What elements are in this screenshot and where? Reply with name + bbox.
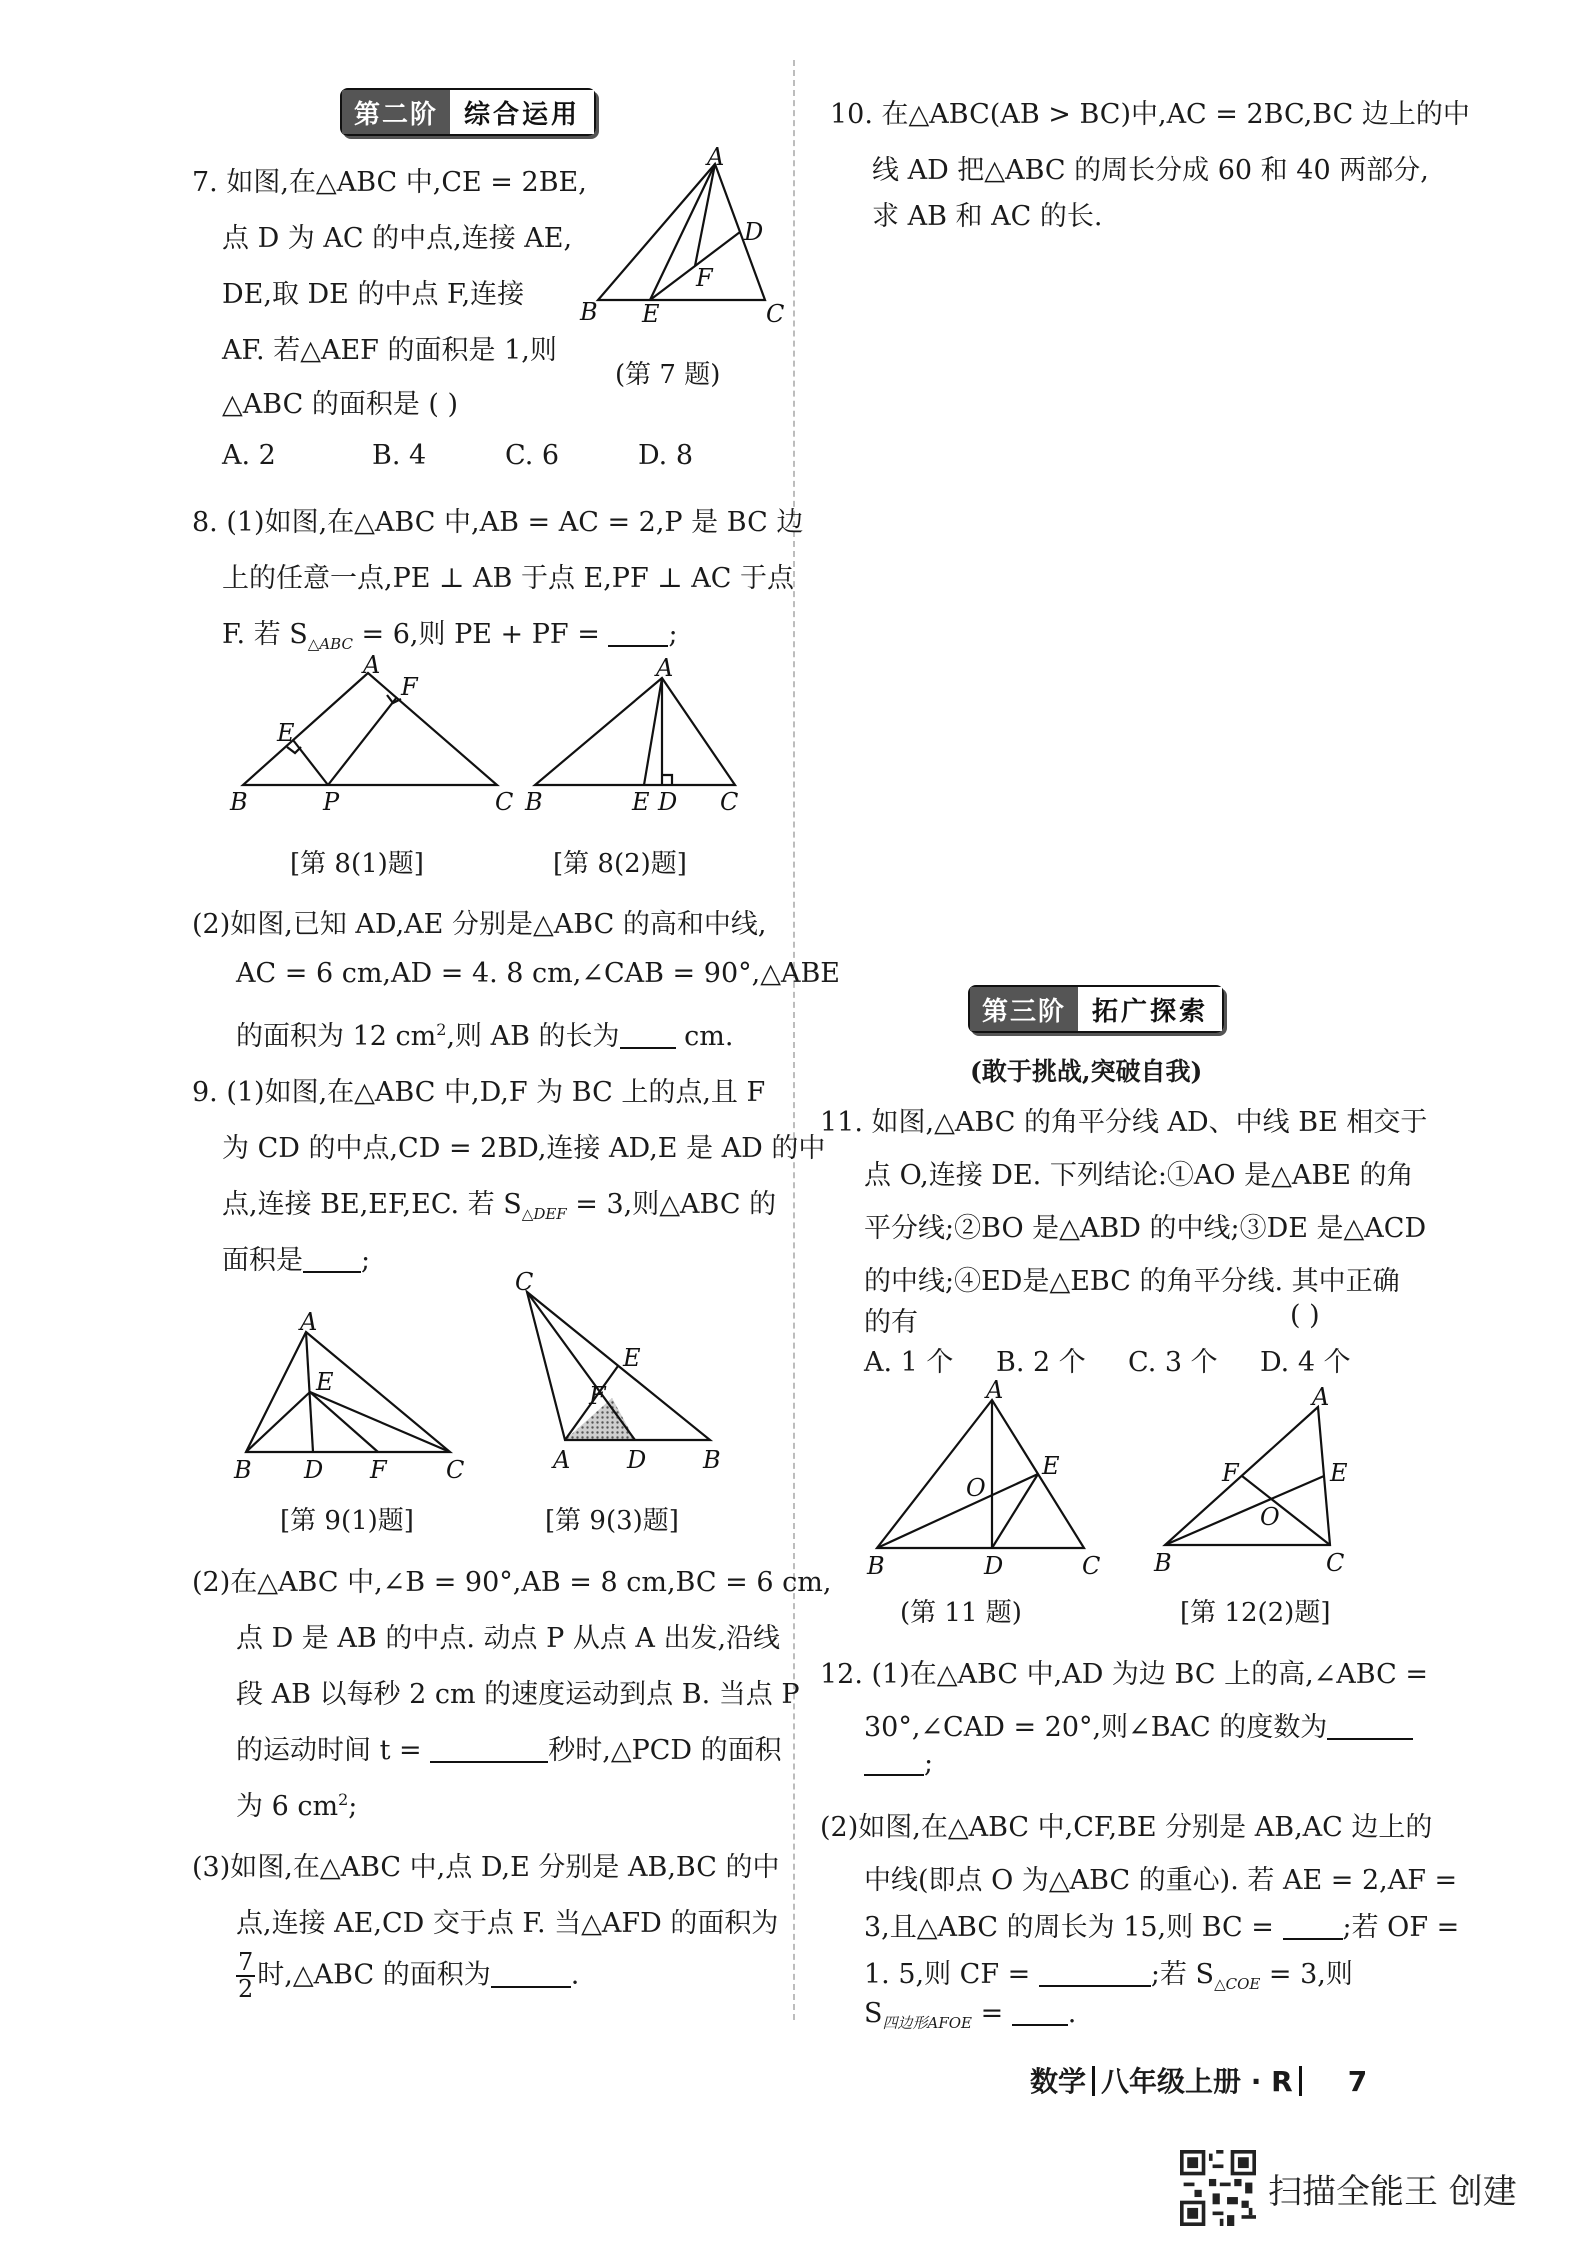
q12-bc-blank[interactable] xyxy=(1283,1916,1343,1940)
q8-2-figure xyxy=(520,654,750,820)
section-level: 第二阶 xyxy=(342,90,450,134)
watermark-text: 扫描全能王 创建 xyxy=(1268,2171,1517,2212)
q12-label-o: O xyxy=(1260,1503,1280,1531)
q12-label-c: C xyxy=(1326,1549,1345,1577)
q8-1-label-e: E xyxy=(277,719,295,747)
q8-1-label-a: A xyxy=(363,651,381,679)
q9-2-line-5-text: 为 6 cm xyxy=(236,1791,339,1822)
q8-2-label-a: A xyxy=(656,654,674,682)
q10-line-2: 线 AD 把△ABC 的周长分成 60 和 40 两部分, xyxy=(872,155,1429,186)
q7-label-c: C xyxy=(766,300,785,328)
q8-2-label-c: C xyxy=(720,788,739,816)
q9-2-answer-blank[interactable] xyxy=(430,1739,548,1763)
section-level: 第三阶 xyxy=(970,987,1078,1031)
q9-2-line-5-sup: 2 xyxy=(338,1790,349,1809)
q8-2-label-e: E xyxy=(632,788,650,816)
column-divider xyxy=(793,60,795,2020)
q12-cf-blank[interactable] xyxy=(1039,1963,1151,1987)
q12-1-answer-blank-cont[interactable] xyxy=(864,1752,924,1776)
q12-2-line-4-tail: = 3,则 xyxy=(1260,1959,1353,1990)
q9-line-4 xyxy=(222,1238,370,1277)
q8-line-1: 8. (1)如图,在△ABC 中,AB = AC = 2,P 是 BC 边 xyxy=(192,507,804,538)
q12-line-1: 12. (1)在△ABC 中,AD 为边 BC 上的高,∠ABC = xyxy=(820,1659,1429,1690)
q12-2-line-3 xyxy=(864,1905,1459,1944)
q11-label-c: C xyxy=(1082,1552,1101,1580)
q9-3-line-3-text: 时,△ABC 的面积为 xyxy=(257,1959,491,1991)
q12-2-line-5-end: . xyxy=(1067,1998,1077,2029)
q8-line-3-text: F. 若 S xyxy=(222,619,308,650)
q12-2-caption: [第 12(2)题] xyxy=(1180,1598,1331,1628)
q8-2-caption: [第 8(2)题] xyxy=(553,849,687,879)
q7-label-f: F xyxy=(696,264,713,292)
q9-2-line-5-end: ; xyxy=(348,1791,358,1822)
q9-line-3-text: 点,连接 BE,EF,EC. 若 S xyxy=(222,1189,522,1220)
q9-line-3 xyxy=(222,1182,776,1223)
page-footer xyxy=(1030,2060,1367,2100)
q12-2-line-5 xyxy=(864,1998,1076,2033)
q11-label-a: A xyxy=(986,1376,1004,1404)
q8-1-label-f: F xyxy=(401,673,418,701)
q9-3-caption: [第 9(3)题] xyxy=(545,1506,679,1536)
q8-2-line-3-end: cm. xyxy=(675,1021,734,1052)
footer-subject: 数学 xyxy=(1030,2065,1087,2098)
q9-2-line-5 xyxy=(236,1784,357,1823)
q9-3-answer-blank[interactable] xyxy=(491,1964,571,1988)
q7-label-a: A xyxy=(707,143,725,171)
q12-line-3 xyxy=(864,1748,933,1779)
q8-1-label-p: P xyxy=(323,788,340,816)
q12-2-figure xyxy=(1150,1385,1380,1585)
scanner-watermark xyxy=(1180,2150,1517,2226)
q11-line-3: 平分线;②BO 是△ABD 的中线;③DE 是△ACD xyxy=(864,1213,1427,1244)
q7-line-3: DE,取 DE 的中点 F,连接 xyxy=(222,279,525,310)
q9-2-line-4-text: 的运动时间 t = xyxy=(236,1735,431,1766)
q9-1-label-b: B xyxy=(234,1456,252,1484)
section-name: 综合运用 xyxy=(450,90,594,134)
q7-figure xyxy=(580,143,790,350)
section-header-2 xyxy=(340,88,596,136)
q12-2-line-5-text: S xyxy=(864,1998,883,2029)
q12-1-answer-blank[interactable] xyxy=(1327,1716,1413,1740)
q12-2-line-4-text: 1. 5,则 CF = xyxy=(864,1959,1039,1990)
section-header-3 xyxy=(968,985,1224,1033)
q9-1-label-a: A xyxy=(300,1308,318,1336)
q12-2-line-4-sub: △COE xyxy=(1214,1975,1261,1993)
q12-2-line-4 xyxy=(864,1952,1353,1993)
q9-3-label-b: B xyxy=(703,1446,721,1474)
q9-line-2: 为 CD 的中点,CD = 2BD,连接 AD,E 是 AD 的中 xyxy=(222,1133,826,1164)
q7-option-a[interactable]: A. 2 xyxy=(222,440,276,471)
q9-3-fraction-den: 2 xyxy=(238,1975,254,2004)
q9-3-figure xyxy=(505,1270,735,1485)
q7-line-1: 7. 如图,在△ABC 中,CE = 2BE, xyxy=(192,167,587,198)
q9-1-label-e: E xyxy=(316,1368,334,1396)
q11-label-d: D xyxy=(984,1552,1004,1580)
q11-option-c[interactable]: C. 3 个 xyxy=(1128,1347,1218,1378)
q11-label-b: B xyxy=(867,1552,885,1580)
q9-1-label-f: F xyxy=(370,1456,387,1484)
q7-option-b[interactable]: B. 4 xyxy=(372,440,427,471)
q12-label-f: F xyxy=(1222,1459,1239,1487)
q12-2-line-3-tail: ;若 OF = xyxy=(1342,1912,1460,1943)
q11-line-5: 的有 xyxy=(864,1307,918,1338)
q11-option-a[interactable]: A. 1 个 xyxy=(864,1347,954,1378)
q7-label-b: B xyxy=(580,298,598,326)
q8-2-line-3-text: 的面积为 12 cm xyxy=(236,1021,437,1052)
q9-2-line-3: 段 AB 以每秒 2 cm 的速度运动到点 B. 当点 P xyxy=(236,1679,800,1710)
q12-2-line-5-sub: 四边形AFOE xyxy=(882,2014,972,2032)
q9-3-label-d: D xyxy=(627,1446,647,1474)
q9-line-4-end: ; xyxy=(361,1245,371,1276)
q12-line-2 xyxy=(864,1705,1413,1744)
footer-divider-2 xyxy=(1299,2066,1302,2096)
q12-label-a: A xyxy=(1312,1383,1330,1411)
q9-3-line-1: (3)如图,在△ABC 中,点 D,E 分别是 AB,BC 的中 xyxy=(192,1852,780,1883)
q9-3-label-e: E xyxy=(623,1344,641,1372)
q7-label-d: D xyxy=(744,218,764,246)
q12-label-b: B xyxy=(1154,1549,1172,1577)
q7-line-2: 点 D 为 AC 的中点,连接 AE, xyxy=(222,223,573,254)
q8-1-label-c: C xyxy=(495,788,514,816)
q9-3-fraction xyxy=(236,1950,255,2002)
q8-line-2: 上的任意一点,PE ⊥ AB 于点 E,PF ⊥ AC 于点 xyxy=(222,563,795,594)
q9-line-4-text: 面积是 xyxy=(222,1245,303,1276)
q11-line-2: 点 O,连接 DE. 下列结论:①AO 是△ABE 的角 xyxy=(864,1160,1414,1191)
q11-option-d[interactable]: D. 4 个 xyxy=(1260,1347,1351,1378)
q12-label-e: E xyxy=(1330,1459,1348,1487)
q8-line-3-sub: △ABC xyxy=(307,635,353,653)
q12-2-line-3-text: 3,且△ABC 的周长为 15,则 BC = xyxy=(864,1912,1283,1943)
q9-line-3-tail: = 3,则△ABC 的 xyxy=(566,1189,777,1220)
q9-2-line-2: 点 D 是 AB 的中点. 动点 P 从点 A 出发,沿线 xyxy=(236,1623,781,1654)
q8-2-line-2: AC = 6 cm,AD = 4. 8 cm,∠CAB = 90°,△ABE xyxy=(236,958,841,989)
q11-label-o: O xyxy=(966,1474,986,1502)
q8-line-3-tail: = 6,则 PE + PF = xyxy=(352,619,609,650)
q8-2-label-b: B xyxy=(525,788,543,816)
q12-area-blank[interactable] xyxy=(1012,2002,1068,2026)
q8-1-label-b: B xyxy=(230,788,248,816)
q10-line-3: 求 AB 和 AC 的长. xyxy=(872,201,1103,232)
q7-option-c[interactable]: C. 6 xyxy=(505,440,560,471)
q12-line-2-text: 30°,∠CAD = 20°,则∠BAC 的度数为 xyxy=(864,1712,1328,1743)
q9-1-figure xyxy=(228,1310,468,1485)
q12-2-line-2: 中线(即点 O 为△ABC 的重心). 若 AE = 2,AF = xyxy=(864,1865,1458,1896)
q8-2-answer-blank[interactable] xyxy=(620,1025,676,1049)
q11-figure xyxy=(862,1376,1101,1588)
q9-2-line-4-tail: 秒时,△PCD 的面积 xyxy=(548,1735,782,1766)
q10-line-1: 10. 在△ABC(AB > BC)中,AC = 2BC,BC 边上的中 xyxy=(830,99,1470,130)
q7-label-e: E xyxy=(642,300,660,328)
q8-1-figure xyxy=(225,651,525,820)
q8-line-3-end: ; xyxy=(668,619,678,650)
q12-2-line-4-mid: ;若 S xyxy=(1150,1959,1215,1990)
q8-1-caption: [第 8(1)题] xyxy=(290,849,424,879)
q8-2-line-3-tail: ,则 AB 的长为 xyxy=(446,1021,620,1052)
q9-line-1: 9. (1)如图,在△ABC 中,D,F 为 BC 上的点,且 F xyxy=(192,1077,766,1108)
q9-3-line-2: 点,连接 AE,CD 交于点 F. 当△AFD 的面积为 xyxy=(236,1908,779,1939)
q11-answer-paren[interactable]: ( ) xyxy=(1290,1300,1320,1331)
q9-1-caption: [第 9(1)题] xyxy=(280,1506,414,1536)
q9-answer-blank[interactable] xyxy=(303,1249,361,1273)
q8-2-label-d: D xyxy=(658,788,678,816)
q8-answer-blank[interactable] xyxy=(608,623,668,647)
q12-2-line-1: (2)如图,在△ABC 中,CF,BE 分别是 AB,AC 边上的 xyxy=(820,1812,1433,1843)
q7-option-d[interactable]: D. 8 xyxy=(638,440,694,471)
section3-subtitle: (敢于挑战,突破自我) xyxy=(970,1057,1203,1086)
footer-divider xyxy=(1092,2066,1095,2096)
q12-line-3-text: ; xyxy=(924,1748,934,1779)
q9-3-line-3-end: . xyxy=(570,1959,580,1991)
q8-2-line-3 xyxy=(236,1014,733,1053)
qr-code-icon xyxy=(1180,2150,1256,2226)
q11-caption: (第 11 题) xyxy=(900,1598,1022,1628)
q8-line-3 xyxy=(222,612,678,653)
page-number: 7 xyxy=(1347,2065,1368,2098)
q9-line-3-sub: △DEF xyxy=(521,1205,567,1223)
q7-line-4: AF. 若△AEF 的面积是 1,则 xyxy=(222,335,557,366)
q9-2-line-1: (2)在△ABC 中,∠B = 90°,AB = 8 cm,BC = 6 cm, xyxy=(192,1567,832,1598)
q11-option-b[interactable]: B. 2 个 xyxy=(996,1347,1086,1378)
q11-line-4: 的中线;④ED是△EBC 的角平分线. 其中正确 xyxy=(864,1266,1400,1297)
q9-3-line-3 xyxy=(236,1950,579,2002)
q9-3-fraction-num: 7 xyxy=(238,1948,254,1976)
q7-line-5: △ABC 的面积是 ( ) xyxy=(222,389,459,420)
q12-2-line-5-eq: = xyxy=(972,1998,1012,2029)
q9-2-line-4 xyxy=(236,1728,782,1767)
section-name: 拓广探索 xyxy=(1078,987,1222,1031)
footer-grade: 八年级上册 · R xyxy=(1101,2065,1293,2098)
q8-2-line-1: (2)如图,已知 AD,AE 分别是△ABC 的高和中线, xyxy=(192,909,767,940)
q9-1-label-c: C xyxy=(446,1456,465,1484)
q8-2-line-3-sup: 2 xyxy=(436,1020,447,1039)
q11-line-1: 11. 如图,△ABC 的角平分线 AD、中线 BE 相交于 xyxy=(820,1107,1428,1138)
q9-1-label-d: D xyxy=(304,1456,324,1484)
q9-3-label-a: A xyxy=(553,1446,571,1474)
q9-3-label-f: F xyxy=(589,1382,606,1410)
q9-3-label-c: C xyxy=(515,1268,534,1296)
q7-caption: (第 7 题) xyxy=(615,360,721,390)
q11-label-e: E xyxy=(1042,1452,1060,1480)
